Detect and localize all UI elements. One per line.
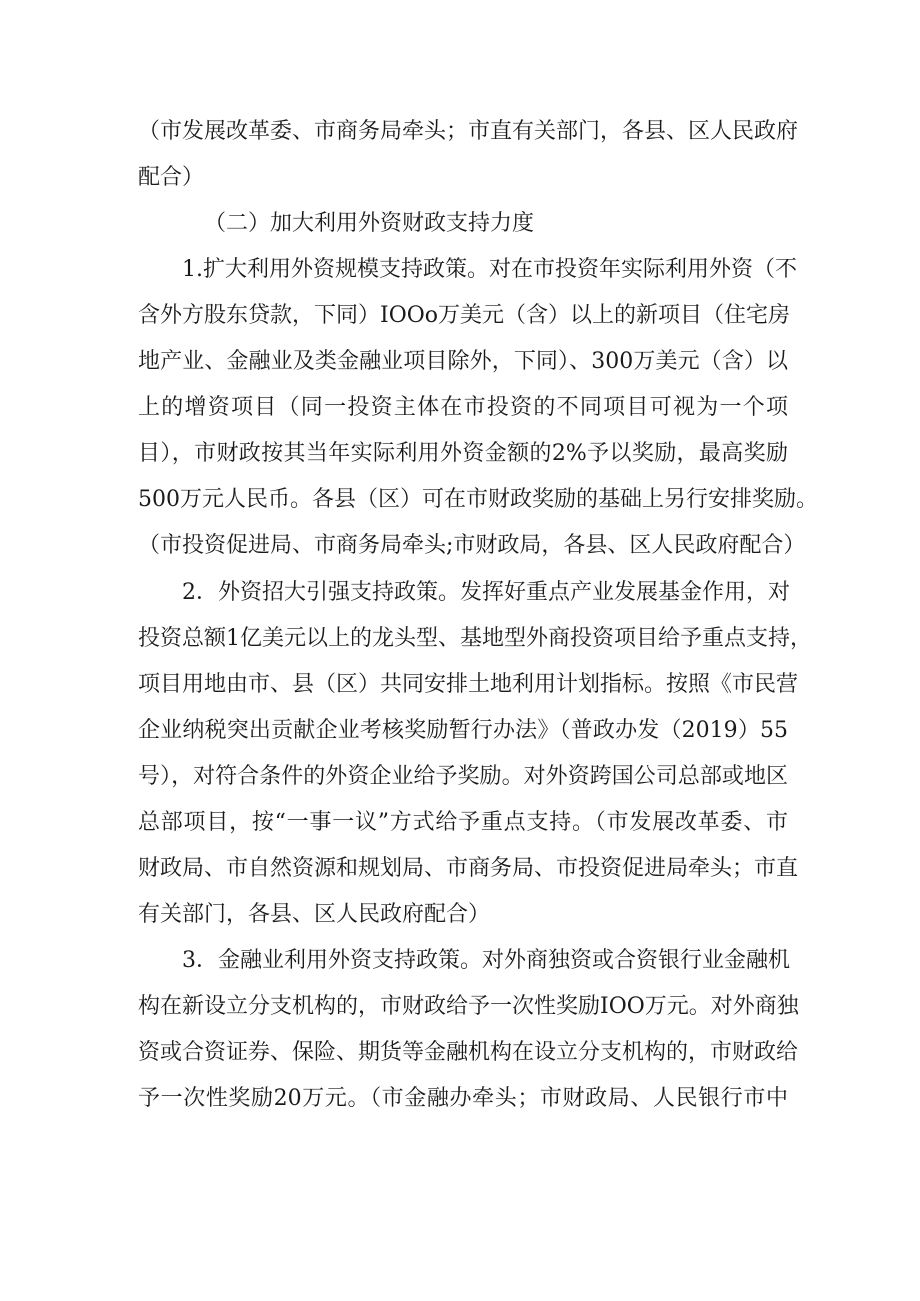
text-line: 项目用地由市、县（区）共同安排土地利用计划指标。按照《市民营 [138, 672, 799, 697]
text-line: 配合） [138, 165, 205, 190]
text-line: 投资总额1亿美元以上的龙头型、基地型外商投资项目给予重点支持， [138, 626, 812, 651]
text-line: 2．外资招大引强支持政策。发挥好重点产业发展基金作用，对 [182, 580, 790, 605]
text-line: 构在新设立分支机构的，市财政给予一次性奖励IOO万元。对外商独 [138, 994, 799, 1019]
text-line: 3．金融业利用外资支持政策。对外商独资或合资银行业金融机 [182, 948, 790, 973]
text-line: 予一次性奖励20万元。（市金融办牵头；市财政局、人民银行市中 [138, 1086, 788, 1111]
text-line: 地产业、金融业及类金融业项目除外，下同）、300万美元（含）以 [138, 349, 788, 374]
text-line: 财政局、市自然资源和规划局、市商务局、市投资促进局牵头；市直 [138, 856, 799, 881]
text-line: （市投资促进局、市商务局牵头;市财政局，各县、区人民政府配合） [138, 533, 806, 558]
text-line: 资或合资证券、保险、期货等金融机构在设立分支机构的，市财政给 [138, 1040, 799, 1065]
text-line: 有关部门，各县、区人民政府配合） [138, 902, 491, 927]
text-line: 企业纳税突出贡献企业考核奖励暂行办法》（普政办发（2019）55 [138, 718, 789, 743]
text-line: 含外方股东贷款，下同）IOOo万美元（含）以上的新项目（住宅房 [138, 303, 791, 328]
text-line: 500万元人民币。各县（区）可在市财政奖励的基础上另行安排奖励。 [138, 487, 818, 512]
text-line: 目），市财政按其当年实际利用外资金额的2%予以奖励，最高奖励 [138, 441, 788, 466]
text-line: 号），对符合条件的外资企业给予奖励。对外资跨国公司总部或地区 [138, 764, 788, 789]
text-line: 总部项目，按“一事一议”方式给予重点支持。（市发展改革委、市 [138, 810, 788, 835]
section-heading: （二）加大利用外资财政支持力度 [204, 211, 535, 236]
text-line: （市发展改革委、市商务局牵头；市直有关部门，各县、区人民政府 [138, 119, 799, 144]
text-line: 1.扩大利用外资规模支持政策。对在市投资年实际利用外资（不 [182, 257, 797, 282]
text-line: 上的增资项目（同一投资主体在市投资的不同项目可视为一个项 [138, 395, 788, 420]
